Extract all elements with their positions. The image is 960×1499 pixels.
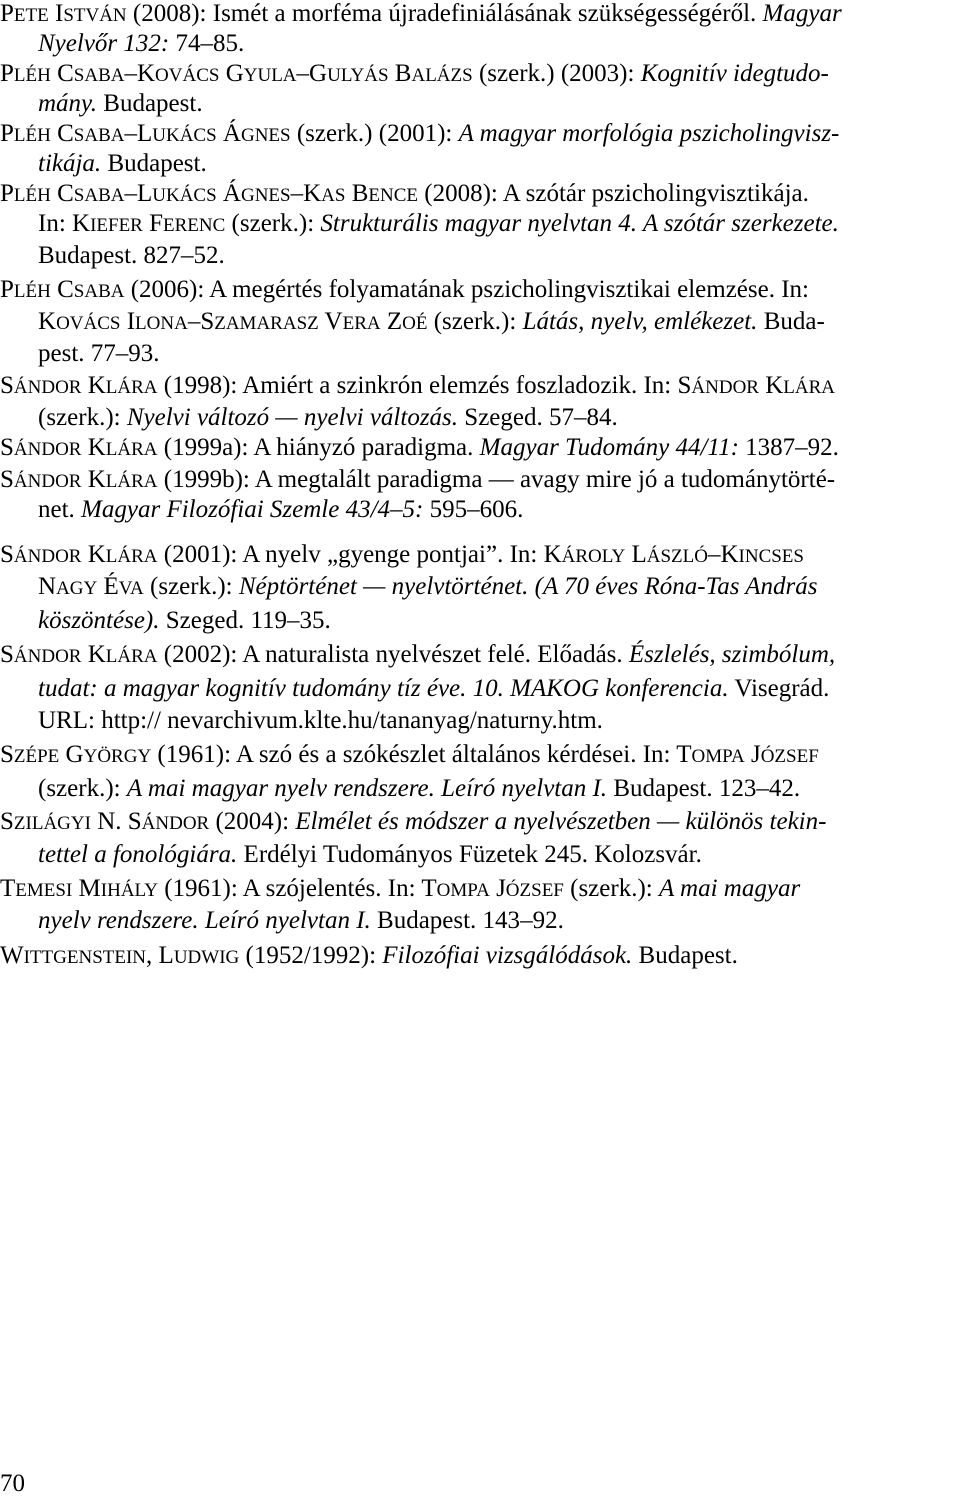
small-caps-text: LONA (135, 313, 188, 334)
italic-text: tettel a fonológiára. (38, 841, 238, 868)
text-run: avagy mire jó a tudománytörté- (513, 466, 836, 493)
small-caps-text: LÁRA (783, 377, 836, 398)
reference-line (38, 308, 825, 338)
text-run: K (81, 466, 106, 493)
text-run: G (219, 60, 244, 87)
small-caps-text: ÁROLY (561, 546, 626, 567)
text-run: Buda- (757, 308, 825, 335)
small-caps-text: ÁNDOR (13, 439, 82, 460)
text-run: ő (559, 641, 572, 668)
reference-line (38, 210, 839, 240)
small-caps-text: ULYÁS (327, 65, 389, 86)
text-run: In: K (38, 210, 91, 237)
small-caps-text: OMPA (691, 746, 745, 767)
text-run: P (0, 60, 14, 87)
text-run: Budapest. (101, 150, 207, 177)
text-run: – (574, 404, 587, 431)
small-caps-text: OÉ (402, 313, 428, 334)
text-run: K (720, 541, 739, 568)
text-run: C (50, 180, 74, 207)
small-caps-text: IHÁLY (100, 880, 158, 901)
italic-text: Magyar Filozófiai Szemle 43/4 (81, 496, 391, 523)
italic-text: Nyelv (38, 30, 95, 57)
text-run: (szerk.): (143, 573, 239, 600)
text-run: S (0, 541, 14, 568)
reference-line (0, 875, 800, 905)
small-caps-text: OVÁCS (56, 313, 121, 334)
text-run: , L (146, 942, 174, 969)
reference-line (0, 641, 835, 671)
reference-line (0, 60, 829, 90)
small-caps-text: ERA (342, 313, 381, 334)
text-run: P (0, 276, 14, 303)
reference-line (38, 30, 244, 58)
text-run: 606. (479, 496, 524, 523)
italic-text: nyelv rendszere. Leíró nyelvtan I. (38, 907, 371, 934)
text-run: Budapest. (97, 90, 203, 117)
text-run: ” (485, 541, 498, 568)
small-caps-text: AS (321, 185, 346, 206)
italic-text: ő (94, 30, 108, 57)
text-run: 52. (193, 242, 225, 269)
text-run: 85. (212, 30, 245, 57)
italic-text: 5: (402, 496, 424, 523)
reference-line (0, 466, 835, 496)
text-run: (szerk.) (2001): (290, 120, 459, 147)
text-run: (1998): Amiért a szinkrón elemzés foszladozik. In: S (157, 372, 692, 399)
text-run: K (758, 372, 784, 399)
text-run: Á (216, 180, 241, 207)
italic-text: Elmélet és módszer a nyelvészetben (295, 808, 651, 835)
text-run: L (136, 180, 153, 207)
small-caps-text: ÁNDOR (141, 813, 210, 834)
italic-text: nyelvi változás. (303, 404, 459, 431)
italic-text: r 132: (107, 30, 170, 57)
reference-line (0, 276, 809, 306)
text-run: É (97, 573, 119, 600)
small-caps-text: ITTGENSTEIN (23, 947, 147, 968)
page-number: 70 (0, 1470, 25, 1497)
text-run: 35. (299, 607, 331, 634)
small-caps-text: ERENC (163, 215, 226, 236)
small-caps-text: ÁNDOR (13, 471, 82, 492)
text-run: 595 (423, 496, 468, 523)
small-caps-text: STVÁN (63, 5, 127, 26)
text-run: (1952/1992): (239, 942, 383, 969)
text-run: J (489, 875, 506, 902)
small-caps-text: YÖRGY (83, 746, 152, 767)
small-caps-text: ÁNDOR (691, 377, 759, 398)
text-run: 93. (128, 340, 160, 367)
text-run: 84. (586, 404, 618, 431)
small-caps-text: ALÁZS (411, 65, 473, 86)
italic-text: tikája. (38, 150, 102, 177)
text-run: S (0, 808, 14, 835)
text-run: – (181, 242, 194, 269)
small-caps-text: INCSES (738, 546, 804, 567)
italic-text: — (356, 573, 392, 600)
small-caps-text: OVÁCS (155, 65, 220, 86)
reference-line (38, 573, 818, 603)
text-run: Visegrád. (728, 675, 830, 702)
text-run: – (707, 541, 721, 568)
small-caps-text: ÓZSEF (760, 746, 819, 767)
small-caps-text: EMESI (15, 880, 73, 901)
small-caps-text: ZÉPE (13, 746, 60, 767)
text-run: G (59, 741, 84, 768)
reference-line (38, 496, 523, 524)
text-run: (2002): A naturalista nyelvészet felé. El (157, 641, 560, 668)
text-run: gyenge pontjai (338, 541, 486, 568)
small-caps-text: LÁRA (105, 439, 158, 460)
small-caps-text: IEFER (90, 215, 143, 236)
italic-text: tudat: a magyar kognitív tudomány tíz éve. 10. MAKOG konferencia. (38, 675, 729, 702)
italic-text: Nyelvi változó (126, 404, 270, 431)
text-run: 74 (169, 30, 201, 57)
text-run: Budapest. (632, 942, 738, 969)
reference-line (38, 242, 225, 270)
small-caps-text: LÉH (13, 185, 51, 206)
italic-text: Néptörténet (238, 573, 357, 600)
text-run: P (0, 0, 14, 27)
text-run: – (296, 60, 310, 87)
text-run: C (50, 120, 74, 147)
text-run: – (467, 496, 480, 523)
italic-text: Kognitív idegtudo- (640, 60, 829, 87)
small-caps-text: ÁSZLÓ (646, 546, 708, 567)
small-caps-text: LÉH (13, 65, 51, 86)
text-run: (szerk.): (38, 404, 127, 431)
small-caps-text: ETE (13, 5, 49, 26)
text-run: – (520, 907, 533, 934)
italic-text: A mai magyar nyelv rendszere. Leíró nyelvtan I. (126, 775, 608, 802)
small-caps-text: YULA (243, 65, 297, 86)
text-run: – (187, 308, 201, 335)
small-caps-text: LÁRA (105, 646, 158, 667)
text-run: L (625, 541, 647, 568)
small-caps-text: SABA (73, 125, 125, 146)
text-run: net. (38, 496, 82, 523)
text-run: Erdélyi Tudományos Füzetek 245. Kolozsvár. (237, 841, 702, 868)
italic-text: Filozófiai vizsgálódások. (382, 942, 633, 969)
small-caps-text: ZAMARASZ (214, 313, 319, 334)
italic-text: — (650, 808, 686, 835)
small-caps-text: VA (118, 578, 144, 599)
text-run: W (0, 942, 24, 969)
text-run: Budapest. 827 (38, 242, 182, 269)
text-run: (szerk.): (38, 775, 127, 802)
italic-text: nyelvtörténet. (A 70 éves Róna-Tas András (391, 573, 818, 600)
small-caps-text: UDWIG (173, 947, 240, 968)
text-run: (2006): A megértés folyamatának pszicholingvisztikai elemzése. In: (124, 276, 809, 303)
small-caps-text: LÁRA (105, 546, 158, 567)
reference-line (38, 340, 160, 368)
text-run: (szerk.) (2003): (472, 60, 641, 87)
text-run: Á (216, 120, 241, 147)
reference-line (0, 942, 738, 972)
reference-line (0, 741, 819, 771)
text-run: Z (380, 308, 403, 335)
text-run: K (81, 372, 106, 399)
reference-line (38, 841, 702, 869)
text-run: K (81, 641, 106, 668)
text-run: – (200, 30, 213, 57)
text-run: N (38, 573, 57, 600)
italic-text: Észlelés, szimbólum, (628, 641, 836, 668)
text-run: (2008): A szótár pszicholingvisztikája. (418, 180, 809, 207)
small-caps-text: ÁNDOR (13, 646, 82, 667)
italic-text: A mai magyar (658, 875, 801, 902)
small-caps-text: SABA (73, 281, 125, 302)
small-caps-text: ÁNDOR (13, 546, 82, 567)
text-run: (szerk.): (563, 875, 659, 902)
text-run: K (303, 180, 322, 207)
italic-text: köszöntése). (38, 607, 160, 634)
text-run: – (756, 775, 769, 802)
text-run: (1999a): A hiányzó paradigma. (157, 434, 480, 461)
small-caps-text: GNES (240, 125, 291, 146)
italic-text: Magyar Tudomány 44/11: (479, 434, 739, 461)
text-run: 92. (532, 907, 564, 934)
reference-line (38, 150, 207, 178)
italic-text: különös tekin- (685, 808, 827, 835)
italic-text: mány. (38, 90, 98, 117)
text-run: B (345, 180, 369, 207)
text-run: – (795, 434, 808, 461)
text-run: N. S (90, 808, 142, 835)
small-caps-text: AGY (56, 578, 98, 599)
reference-line (38, 907, 564, 935)
text-run: (2008): Ismét a morféma újradefiniálásának szükségességér (126, 0, 731, 27)
small-caps-text: SABA (73, 65, 125, 86)
small-caps-text: GNES (240, 185, 291, 206)
text-run: I (48, 0, 64, 27)
reference-line (0, 434, 839, 464)
text-run: T (0, 875, 16, 902)
text-run: l. (743, 0, 763, 27)
text-run: K (81, 541, 106, 568)
italic-text: Látás, nyelv, emlékezet. (522, 308, 758, 335)
reference-line (38, 675, 829, 703)
text-run: B (388, 60, 412, 87)
text-run: – (124, 60, 137, 87)
text-run: K (38, 308, 57, 335)
text-run: (szerk.): (427, 308, 523, 335)
small-caps-text: ZILÁGYI (13, 813, 91, 834)
text-run: G (309, 60, 328, 87)
text-run: 1387 (738, 434, 796, 461)
text-run: S (0, 641, 14, 668)
text-run: S (0, 434, 14, 461)
italic-text: Strukturális magyar nyelvtan 4. A szótár szerkezete. (320, 210, 839, 237)
text-run: Szeged. 119 (159, 607, 288, 634)
text-run: S (0, 741, 14, 768)
text-run: (szerk.): (225, 210, 321, 237)
text-run: – (124, 120, 137, 147)
italic-text: — (269, 404, 304, 431)
small-caps-text: ENCE (368, 185, 418, 206)
reference-line (0, 372, 835, 402)
text-run: 92. (807, 434, 839, 461)
text-run: S (0, 372, 14, 399)
reference-line (38, 707, 603, 735)
text-run: C (50, 276, 74, 303)
reference-line (0, 808, 826, 838)
small-caps-text: SABA (73, 185, 125, 206)
text-run: F (142, 210, 164, 237)
small-caps-text: UKÁCS (152, 185, 217, 206)
text-run: Szeged. 57 (458, 404, 574, 431)
text-run: – (124, 180, 137, 207)
text-run: „ (326, 541, 339, 568)
reference-line (38, 607, 331, 635)
text-run: J (744, 741, 761, 768)
text-run: S (200, 308, 215, 335)
text-run: L (136, 120, 153, 147)
text-run: — (488, 466, 514, 493)
text-run: – (115, 340, 129, 367)
text-run: URL: http:// nevarchivum.klte.hu/tananyag/naturny.htm. (38, 707, 603, 734)
small-caps-text: LÁRA (105, 377, 158, 398)
text-run: I (120, 308, 136, 335)
reference-line (0, 180, 809, 210)
reference-entry (0, 942, 960, 1074)
text-run: (2004): (209, 808, 296, 835)
small-caps-text: LÉH (13, 125, 51, 146)
text-run: P (0, 180, 14, 207)
text-run: Budapest. 123 (607, 775, 757, 802)
text-run: pest. 77 (38, 340, 116, 367)
text-run: (1961): A szójelentés. In: T (157, 875, 437, 902)
text-run: P (0, 120, 14, 147)
text-run: – (287, 607, 300, 634)
text-run: 42. (768, 775, 801, 802)
text-run: (1999b): A megtalált paradigma (157, 466, 489, 493)
text-run: V (318, 308, 343, 335)
text-run: S (0, 466, 14, 493)
small-caps-text: LÁRA (105, 471, 158, 492)
reference-line (38, 775, 800, 803)
text-run: K (136, 60, 156, 87)
text-run: (1961): A szó és a szókészlet általános kérdései. In: T (151, 741, 692, 768)
italic-text: Magyar (762, 0, 842, 27)
text-run: ő (730, 0, 744, 27)
small-caps-text: UKÁCS (152, 125, 217, 146)
text-run: – (290, 180, 304, 207)
text-run: . In: K (497, 541, 562, 568)
text-run: C (50, 60, 74, 87)
text-run: (2001): A nyelv (157, 541, 327, 568)
reference-line (38, 90, 203, 118)
small-caps-text: ÁNDOR (13, 377, 82, 398)
text-run: K (81, 434, 106, 461)
small-caps-text: LÉH (13, 281, 51, 302)
reference-line (0, 120, 839, 150)
reference-line (0, 541, 804, 571)
text-run: M (72, 875, 101, 902)
italic-text: A magyar morfológia pszicholingvisz- (458, 120, 840, 147)
italic-text: – (390, 496, 403, 523)
reference-line (0, 0, 842, 30)
small-caps-text: ÓZSEF (505, 880, 564, 901)
text-run: adás. (571, 641, 629, 668)
small-caps-text: OMPA (436, 880, 490, 901)
reference-line (38, 404, 618, 432)
text-run: Budapest. 143 (370, 907, 521, 934)
